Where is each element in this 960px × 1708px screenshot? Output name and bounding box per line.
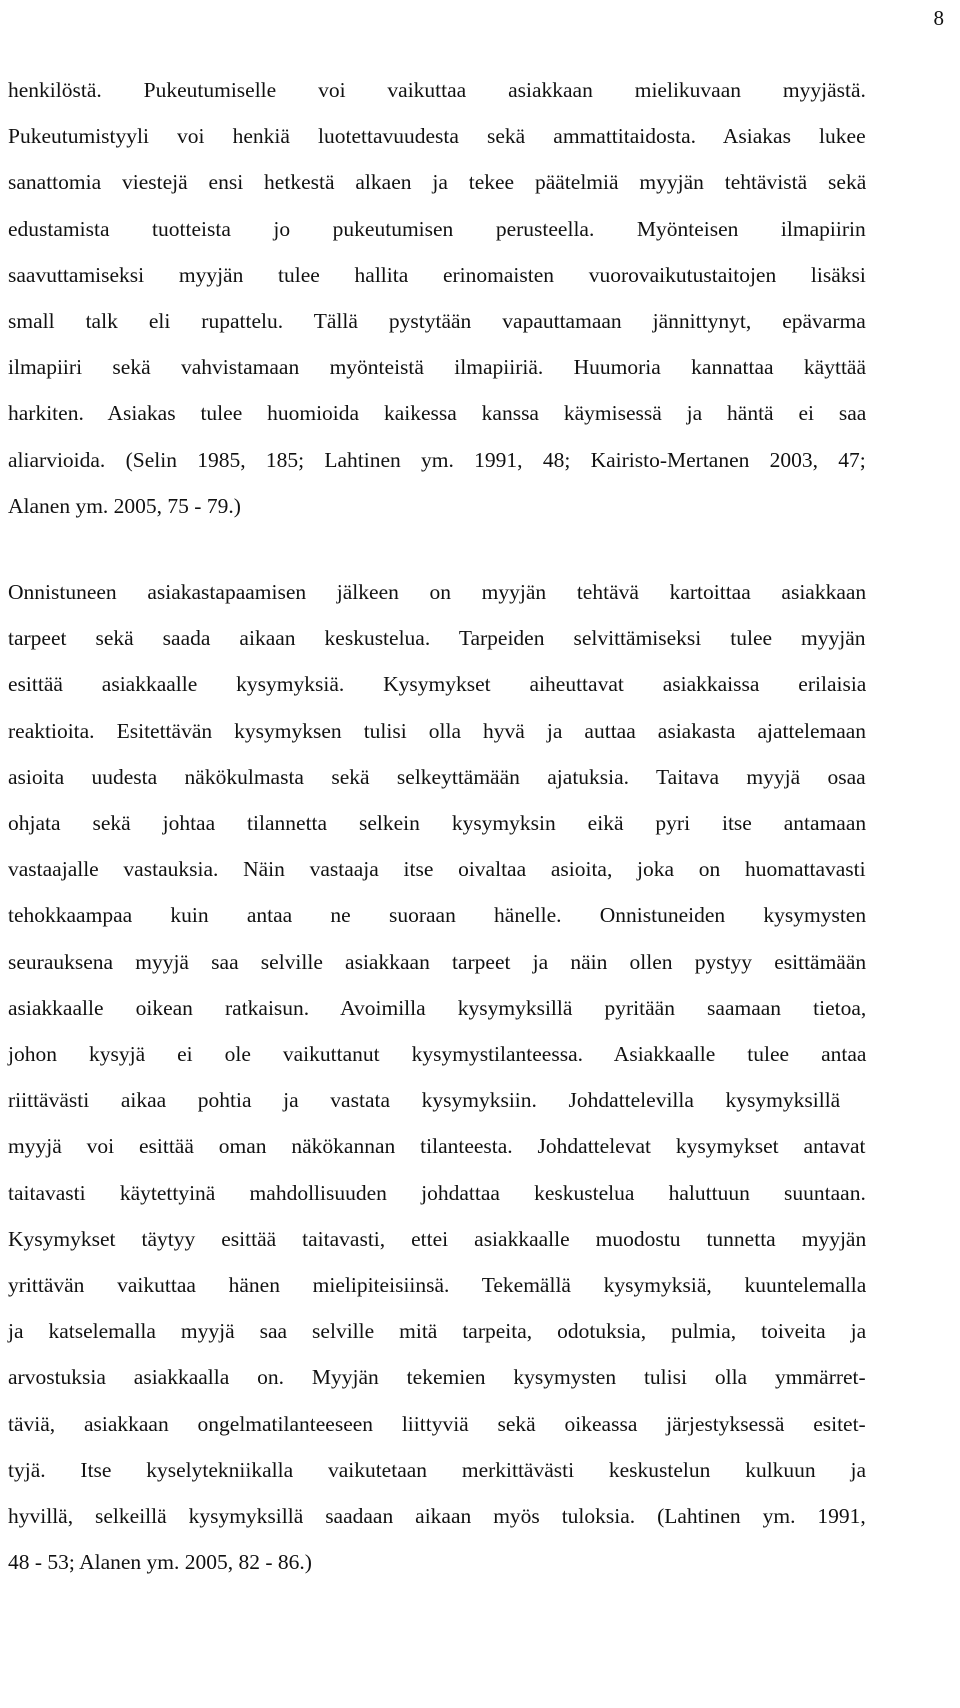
- text-line: henkilöstä. Pukeutumiselle voi vaikuttaa asiakkaan mielikuvaan myyjästä.: [8, 78, 866, 102]
- text-line: edustamista tuotteista jo pukeutumisen perusteella. Myönteisen ilmapiirin: [8, 217, 866, 241]
- text-line: yrittävän vaikuttaa hänen mielipiteisiinsä. Tekemällä kysymyksiä, kuuntelemalla: [8, 1273, 867, 1297]
- text-line: arvostuksia asiakkaalla on. Myyjän tekemien kysymysten tulisi olla ymmärret-: [8, 1365, 866, 1389]
- text-line: 48 - 53; Alanen ym. 2005, 82 - 86.): [8, 1550, 312, 1574]
- text-line: saavuttamiseksi myyjän tulee hallita erinomaisten vuorovaikutustaitojen lisäksi: [8, 263, 866, 287]
- text-line: ja katselemalla myyjä saa selville mitä tarpeita, odotuksia, pulmia, toiveita ja: [8, 1319, 867, 1343]
- text-line: sanattomia viestejä ensi hetkestä alkaen ja tekee päätelmiä myyjän tehtävistä sekä: [8, 170, 867, 194]
- page-number: 8: [933, 6, 944, 30]
- text-line: hyvillä, selkeillä kysymyksillä saadaan aikaan myös tuloksia. (Lahtinen ym. 1991,: [8, 1504, 866, 1528]
- text-line: ilmapiiri sekä vahvistamaan myönteistä ilmapiiriä. Huumoria kannattaa käyttää: [8, 355, 867, 379]
- text-line: Pukeutumistyyli voi henkiä luotettavuudesta sekä ammattitaidosta. Asiakas lukee: [8, 124, 866, 148]
- text-line: Kysymykset täytyy esittää taitavasti, ettei asiakkaalle muodostu tunnetta myyjän: [8, 1227, 867, 1251]
- text-line: Onnistuneen asiakastapaamisen jälkeen on myyjän tehtävä kartoittaa asiakkaan: [8, 580, 867, 604]
- text-line: taitavasti käytettyinä mahdollisuuden johdattaa keskustelua haluttuun suuntaan.: [8, 1181, 866, 1205]
- text-line: johon kysyjä ei ole vaikuttanut kysymystilanteessa. Asiakkaalle tulee antaa: [8, 1042, 867, 1066]
- text-line: riittävästi aikaa pohtia ja vastata kysymyksiin. Johdattelevilla kysymyksillä: [8, 1088, 841, 1112]
- text-line: myyjä voi esittää oman näkökannan tilanteesta. Johdattelevat kysymykset antavat: [8, 1134, 866, 1158]
- text-line: aliarvioida. (Selin 1985, 185; Lahtinen ym. 1991, 48; Kairisto-Mertanen 2003, 47;: [8, 448, 866, 472]
- text-line: reaktioita. Esitettävän kysymyksen tulisi olla hyvä ja auttaa asiakasta ajattelemaan: [8, 719, 867, 743]
- text-line: small talk eli rupattelu. Tällä pystytään vapauttamaan jännittynyt, epävarma: [8, 309, 866, 333]
- text-line: seurauksena myyjä saa selville asiakkaan tarpeet ja näin ollen pystyy esittämään: [8, 950, 867, 974]
- text-line: tehokkaampaa kuin antaa ne suoraan hänelle. Onnistuneiden kysymysten: [8, 903, 867, 927]
- text-line: Alanen ym. 2005, 75 - 79.): [8, 494, 241, 518]
- text-line: tyjä. Itse kyselytekniikalla vaikutetaan merkittävästi keskustelun kulkuun ja: [8, 1458, 867, 1482]
- text-line: asioita uudesta näkökulmasta sekä selkeyttämään ajatuksia. Taitava myyjä osaa: [8, 765, 866, 789]
- text-line: tarpeet sekä saada aikaan keskustelua. Tarpeiden selvittämiseksi tulee myyjän: [8, 626, 866, 650]
- text-line: harkiten. Asiakas tulee huomioida kaikessa kanssa käymisessä ja häntä ei saa: [8, 401, 867, 425]
- text-line: esittää asiakkaalle kysymyksiä. Kysymykset aiheuttavat asiakkaissa erilaisia: [8, 672, 867, 696]
- text-line: vastaajalle vastauksia. Näin vastaaja itse oivaltaa asioita, joka on huomattavasti: [8, 857, 866, 881]
- text-line: asiakkaalle oikean ratkaisun. Avoimilla kysymyksillä pyritään saamaan tietoa,: [8, 996, 867, 1020]
- text-line: ohjata sekä johtaa tilannetta selkein kysymyksin eikä pyri itse antamaan: [8, 811, 867, 835]
- text-line: täviä, asiakkaan ongelmatilanteeseen liittyviä sekä oikeassa järjestyksessä esitet-: [8, 1412, 866, 1436]
